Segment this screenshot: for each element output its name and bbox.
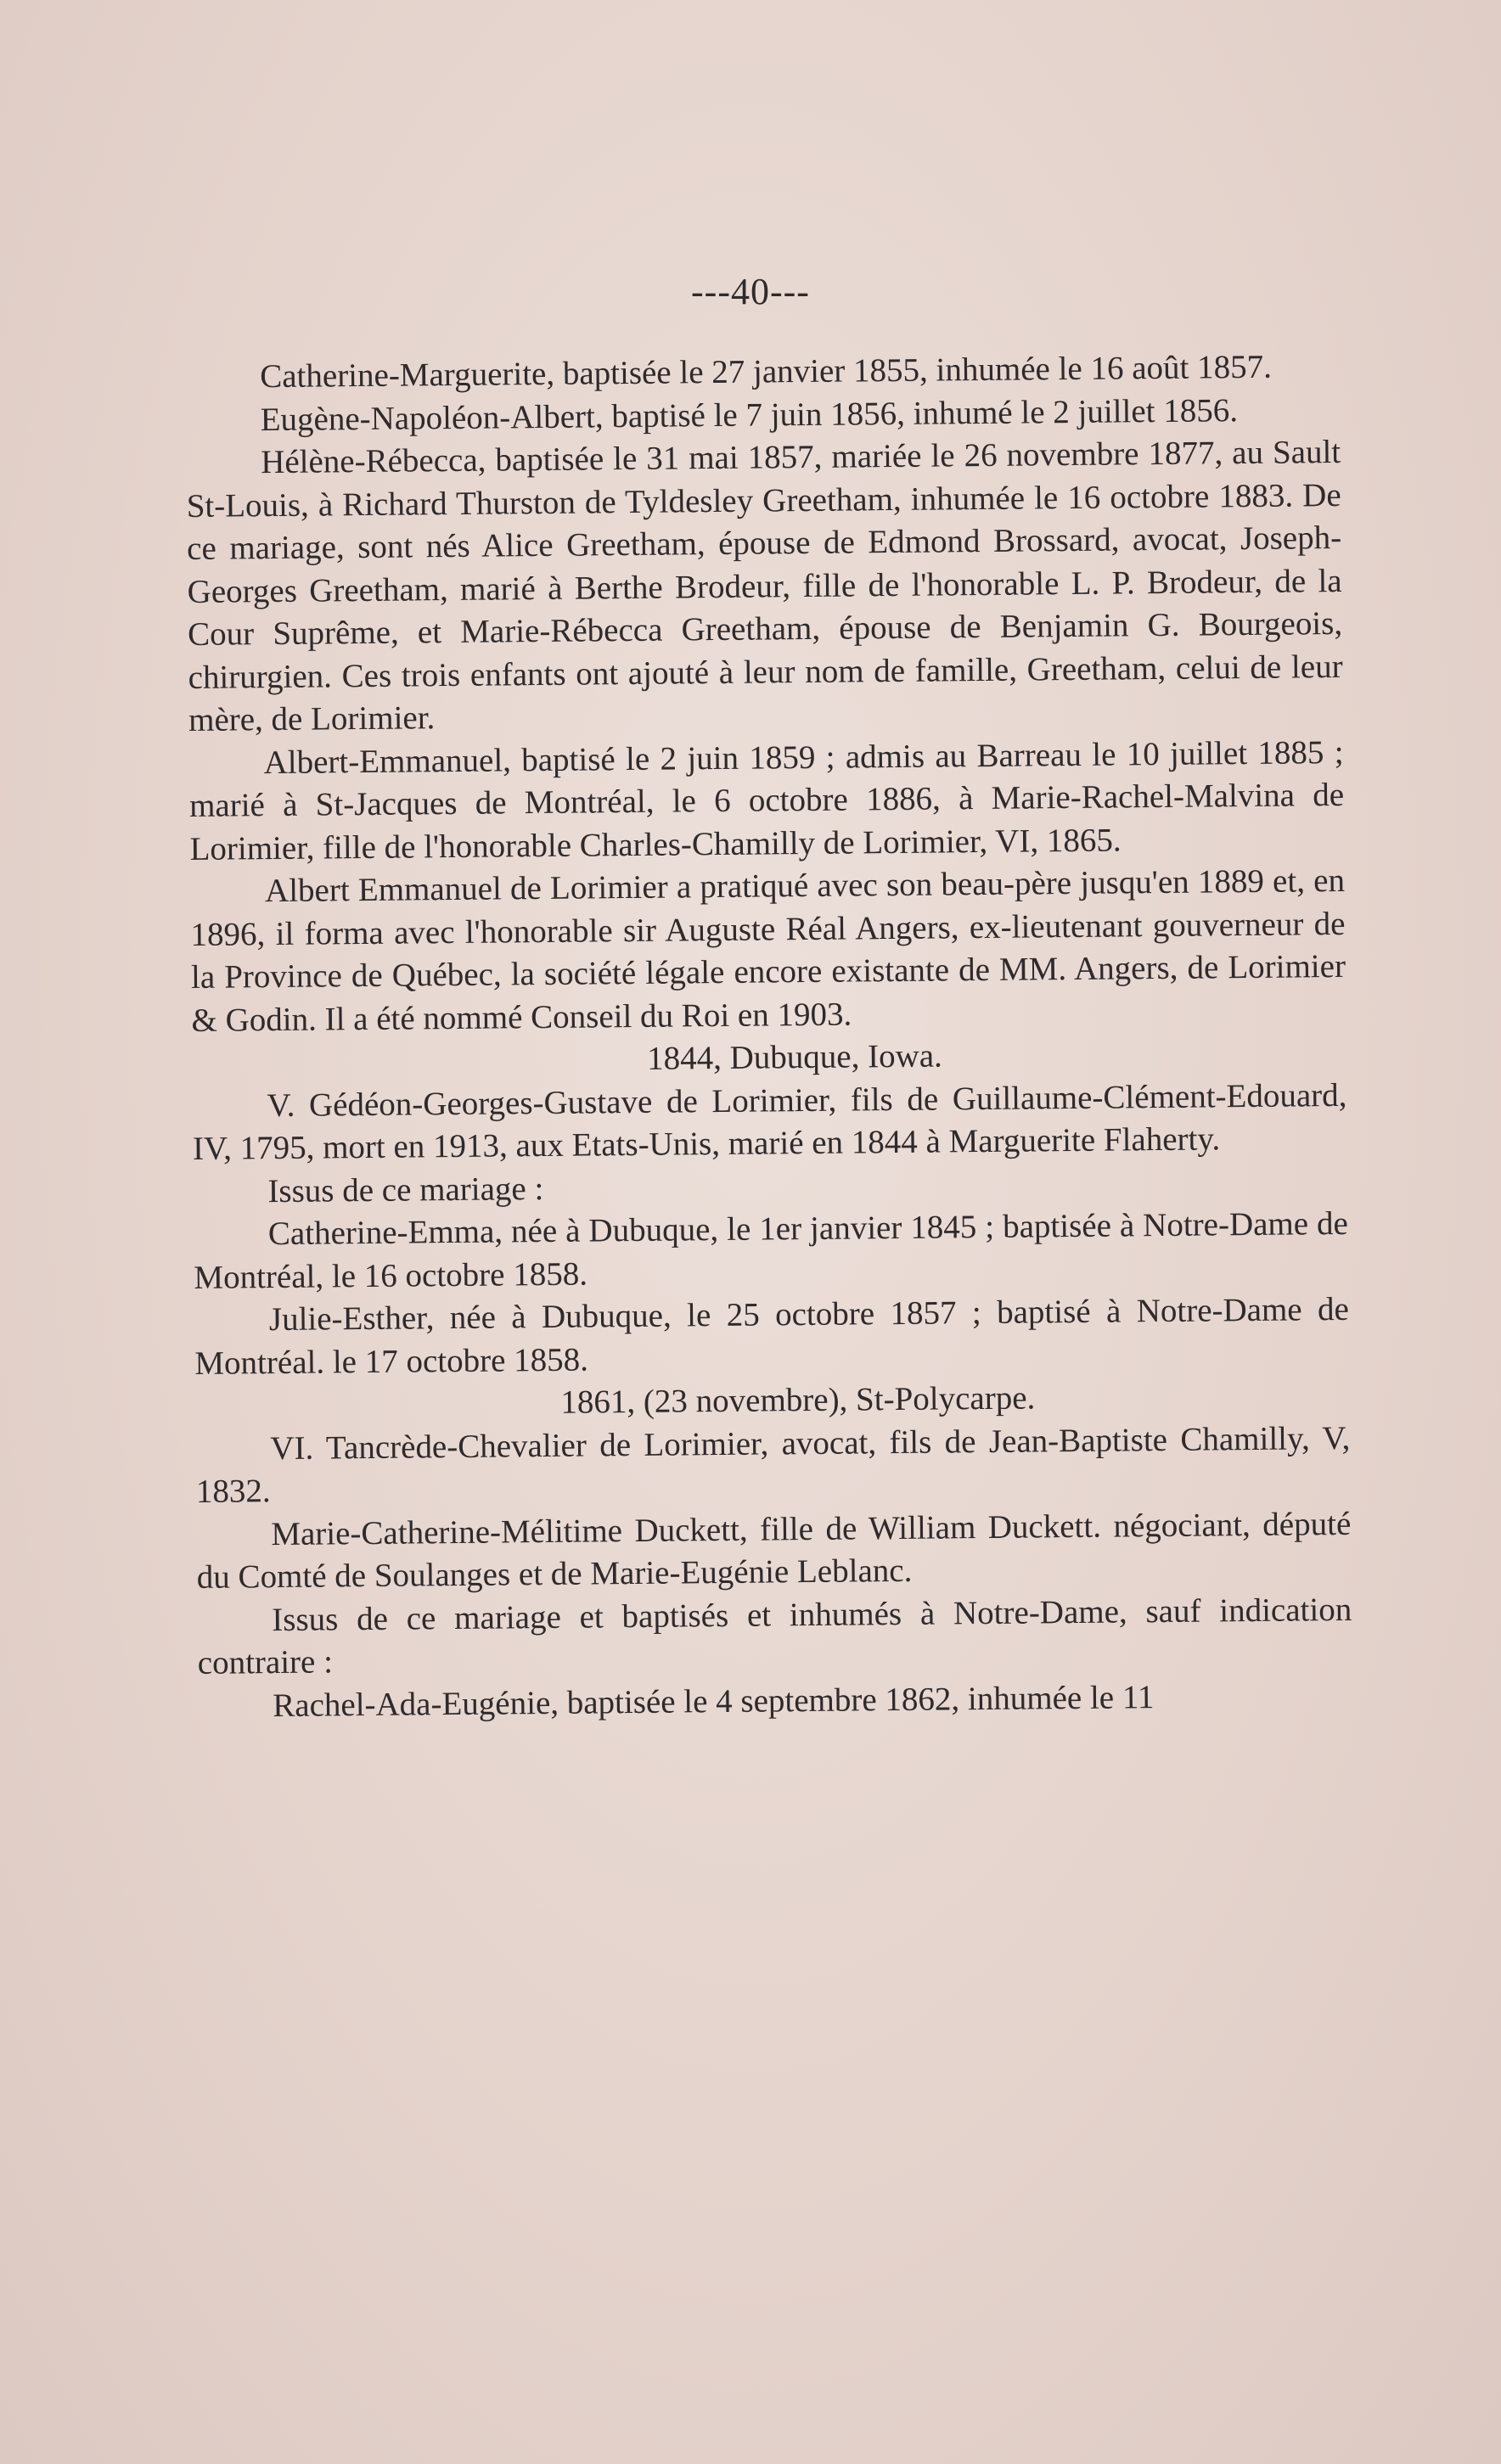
paragraph-helene-rebecca: Hélène-Rébecca, baptisée le 31 mai 1857, mariée le 26 novembre 1877, au Sault St-Louis, à Richard Thurston de Tyldesley Greetham, inhumée le 16 octobre 1883. De ce mariage, sont nés Alice Greetham, épouse de Edmond Brossard, avocat, Joseph-Georges Greetham, marié à Berthe Brodeur, fille de l'honorable L. P. Brodeur, de la Cour Suprême, et Marie-Rébecca Greetham, épouse de Benjamin G. Bourgeois, chirurgien. Ces trois enfants ont ajouté à leur nom de famille, Greetham, celui de leur mère, de Lorimier. [186, 433, 1343, 738]
paragraph-marie-catherine-melitime: Marie-Catherine-Mélitime Duckett, fille de William Duckett. négociant, député du Comté de Soulanges et de Marie-Eugénie Leblanc. [196, 1505, 1352, 1596]
paragraph-albert-emmanuel-career: Albert Emmanuel de Lorimier a pratiqué avec son beau-père jusqu'en 1889 et, en 1896, il forma avec l'honorable sir Auguste Réal Angers, ex-lieutenant gouverneur de la Province de Québec, la société légale encore existante de MM. Angers, de Lorimier & Godin. Il a été nommé Conseil du Roi en 1903. [190, 862, 1346, 1039]
heading-1861-st-polycarpe: 1861, (23 novembre), St-Polycarpe. [560, 1379, 1036, 1421]
paragraph-gedeon-georges-gustave: V. Gédéon-Georges-Gustave de Lorimier, fils de Guillaume-Clément-Edouard, IV, 1795, mort en 1913, aux Etats-Unis, marié en 1844 à Marguerite Flaherty. [192, 1076, 1347, 1167]
heading-1844-dubuque: 1844, Dubuque, Iowa. [646, 1037, 943, 1077]
page-body [185, 345, 1352, 1728]
paragraph-eugene-napoleon-albert: Eugène-Napoléon-Albert, baptisé le 7 juin 1856, inhumé le 2 juillet 1856. [260, 391, 1239, 438]
paragraph-catherine-marguerite: Catherine-Marguerite, baptisée le 27 janvier 1855, inhumée le 16 août 1857. [260, 348, 1273, 396]
paragraph-issus-mariage-1: Issus de ce mariage : [267, 1170, 544, 1210]
paragraph-rachel-ada-eugenie: Rachel-Ada-Eugénie, baptisée le 4 septembre 1862, inhumée le 11 [273, 1678, 1155, 1724]
paragraph-albert-emmanuel: Albert-Emmanuel, baptisé le 2 juin 1859 ; admis au Barreau le 10 juillet 1885 ; marié à St-Jacques de Montréal, le 6 octobre 1886, à Marie-Rachel-Malvina de Lorimier, fille de l'honorable Charles-Chamilly de Lorimier, VI, 1865. [188, 733, 1345, 867]
page-number: ---40--- [691, 271, 810, 312]
paragraph-tancrede-chevalier: VI. Tancrède-Chevalier de Lorimier, avocat, fils de Jean-Baptiste Chamilly, V, 1832. [195, 1419, 1351, 1510]
paragraph-issus-mariage-2: Issus de ce mariage et baptisés et inhumés à Notre-Dame, sauf indication contraire : [197, 1591, 1352, 1681]
paragraph-julie-esther: Julie-Esther, née à Dubuque, le 25 octobre 1857 ; baptisé à Notre-Dame de Montréal. le 17 octobre 1858. [194, 1290, 1350, 1382]
paragraph-catherine-emma: Catherine-Emma, née à Dubuque, le 1er janvier 1845 ; baptisée à Notre-Dame de Montréal, le 16 octobre 1858. [194, 1204, 1349, 1296]
